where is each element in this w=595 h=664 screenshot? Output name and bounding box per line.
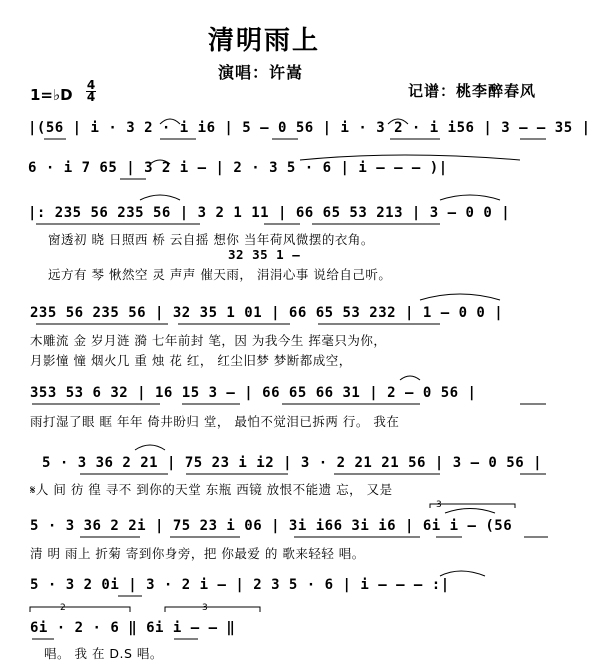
lyric-row-6: 𝄋人 间 彷 徨 寻不 到你的天堂 东瓶 西镜 放恨不能遗 忘， 又是 [30, 482, 393, 497]
key-signature: 1=♭D [30, 86, 73, 104]
meter-bottom: 4 [86, 90, 96, 104]
score-row-5: 353 53 6 32 | 16 15 3 — | 66 65 66 31 | 2 — 0 56 | [30, 385, 477, 401]
score-row-3: |: 235 56 235 56 | 3 2 1 11 | 66 65 53 213 | 3 — 0 0 | [28, 205, 511, 221]
score-row-4: 235 56 235 56 | 32 35 1 01 | 66 65 53 232 | 1 — 0 0 | [30, 305, 504, 321]
tie-mark [135, 445, 165, 450]
lyric-verse-2b: 月影憧 憧 烟火几 重 烛 花 红， 红尘旧梦 梦断都成空， [30, 353, 352, 368]
lyric-row-7: 清 明 雨上 折菊 寄到你身旁，把 你最爱 的 歌来轻轻 唱。 [30, 546, 365, 561]
bracket-mark [430, 504, 515, 508]
lyric-row-5: 雨打湿了眼 眶 年年 倚井盼归 堂， 最怕不觉泪已拆两 行。 我在 [30, 414, 400, 429]
tie-mark [140, 195, 180, 200]
tie-mark [420, 294, 500, 300]
lyric-verse-1b: 木雕流 金 岁月涟 漪 七年前封 笔，因 为我今生 挥毫只为你， [30, 333, 387, 348]
tie-mark [400, 376, 420, 380]
tie-mark [388, 119, 408, 124]
score-row-1: |(56 | i · 3 2 · i i6 | 5 — 0 56 | i · 3 2 · i i56 | 3 — — 35 | [28, 120, 591, 136]
score-row-2: 6 · i 7 65 | 3 2 i — | 2 · 3 5 · 6 | i — — — )| [28, 160, 448, 176]
tie-mark [150, 160, 170, 164]
tie-mark [160, 119, 180, 124]
lyric-verse-1a: 窗透初 晓 日照西 桥 云自摇 想你 当年荷风微摆的衣角。 [48, 232, 374, 247]
lyric-row-9: 唱。 我 在 D.S 唱。 [44, 646, 163, 661]
tie-mark [440, 571, 485, 576]
tuplet-mark-3: 3 [202, 603, 208, 613]
meter-top: 4 [86, 78, 96, 92]
score-row-7: 5 · 3 36 2 2i | 75 23 i 06 | 3i i66 3i i6 | 6i i — (56 [30, 518, 513, 534]
score-row-8: 5 · 3 2 0i | 3 · 2 i — | 2 3 5 · 6 | i — — — :| [30, 577, 450, 593]
tie-mark [300, 155, 520, 160]
bracket-mark [165, 607, 260, 612]
tie-mark [440, 195, 500, 200]
bracket-mark [30, 607, 130, 612]
lyric-verse-2a: 远方有 琴 愀然空 灵 声声 催天雨， 涓涓心事 说给自己听。 [48, 267, 392, 282]
transcriber-credit: 记谱：桃李醉春风 [408, 82, 537, 100]
song-title: 清明雨上 [208, 26, 321, 56]
tuplet-mark-2: 2 [60, 603, 66, 613]
score-row-9: 6i · 2 · 6 ‖ 6i i — — ‖ [30, 620, 236, 636]
score-alt-phrase: 32 35 1 — [228, 247, 301, 262]
tuplet-mark-3-upper: 3 [436, 500, 442, 510]
singer-credit: 演唱：许嵩 [218, 63, 304, 82]
tie-mark [445, 509, 495, 514]
score-row-6: 5 · 3 36 2 21 | 75 23 i i2 | 3 · 2 21 21 56 | 3 — 0 56 | [42, 455, 543, 471]
